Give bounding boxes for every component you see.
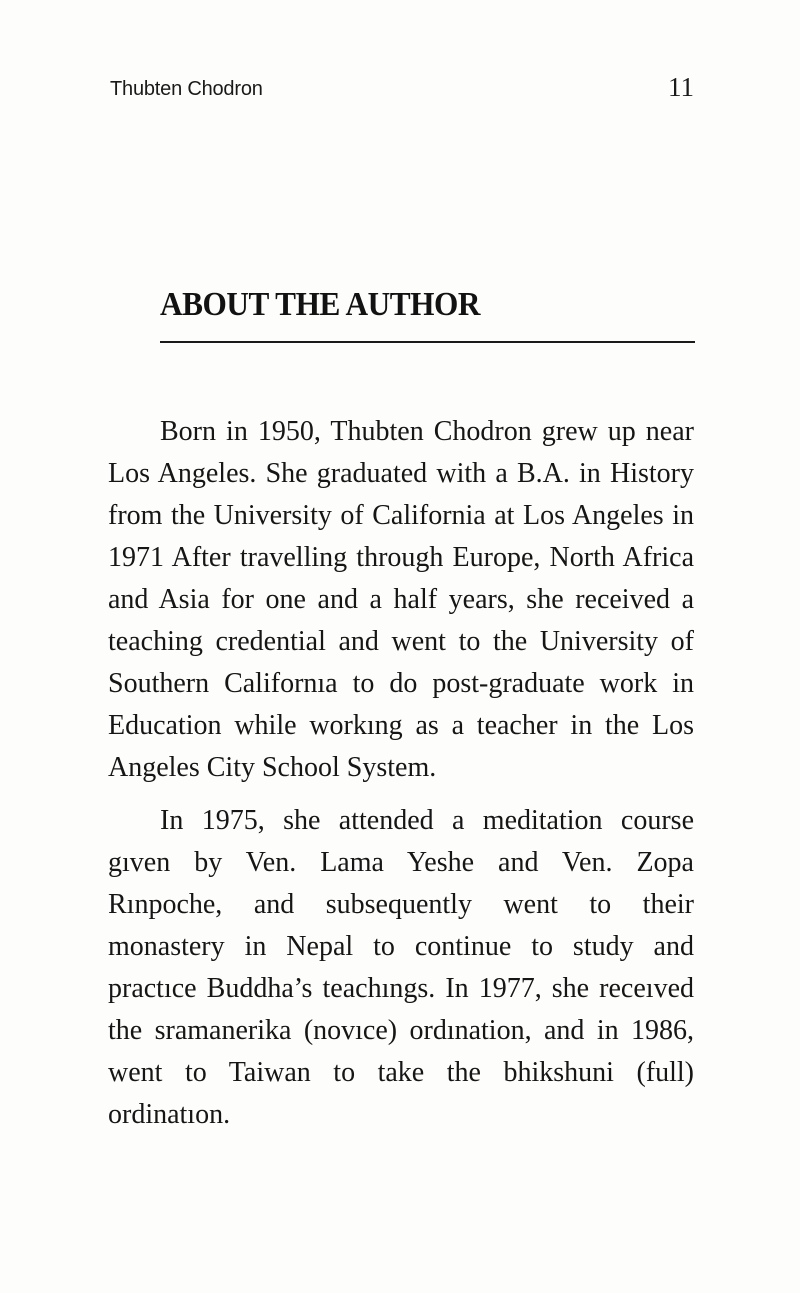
- paragraph-biography-early: Born in 1950, Thubten Chodron grew up near Los Angeles. She graduated with a B.A. in History from the University of California at Los Angeles in 1971 After travelling through Europe, North Africa and Asia for one and a half years, she received a teaching credential and went to the University of Southern Californıa to do post-graduate work in Education while workıng as a teacher in the Los Angeles City School System.: [108, 416, 694, 783]
- running-head: Thubten Chodron: [110, 78, 263, 100]
- section-title: ABOUT THE AUTHOR: [160, 286, 481, 323]
- paragraph-biography-ordination: In 1975, she attended a meditation course gıven by Ven. Lama Yeshe and Ven. Zopa Rınpoche, and subsequently went to their monastery in Nepal to continue to study and practıce Buddha’s teachıngs. In 1977, she receıved the sramanerika (novıce) ordınation, and in 1986, went to Taiwan to take the bhikshuni (full) ordinatıon.: [108, 805, 694, 1130]
- page-number: 11: [668, 72, 694, 102]
- body-text: [108, 411, 694, 1136]
- title-underline-rule: [160, 341, 695, 343]
